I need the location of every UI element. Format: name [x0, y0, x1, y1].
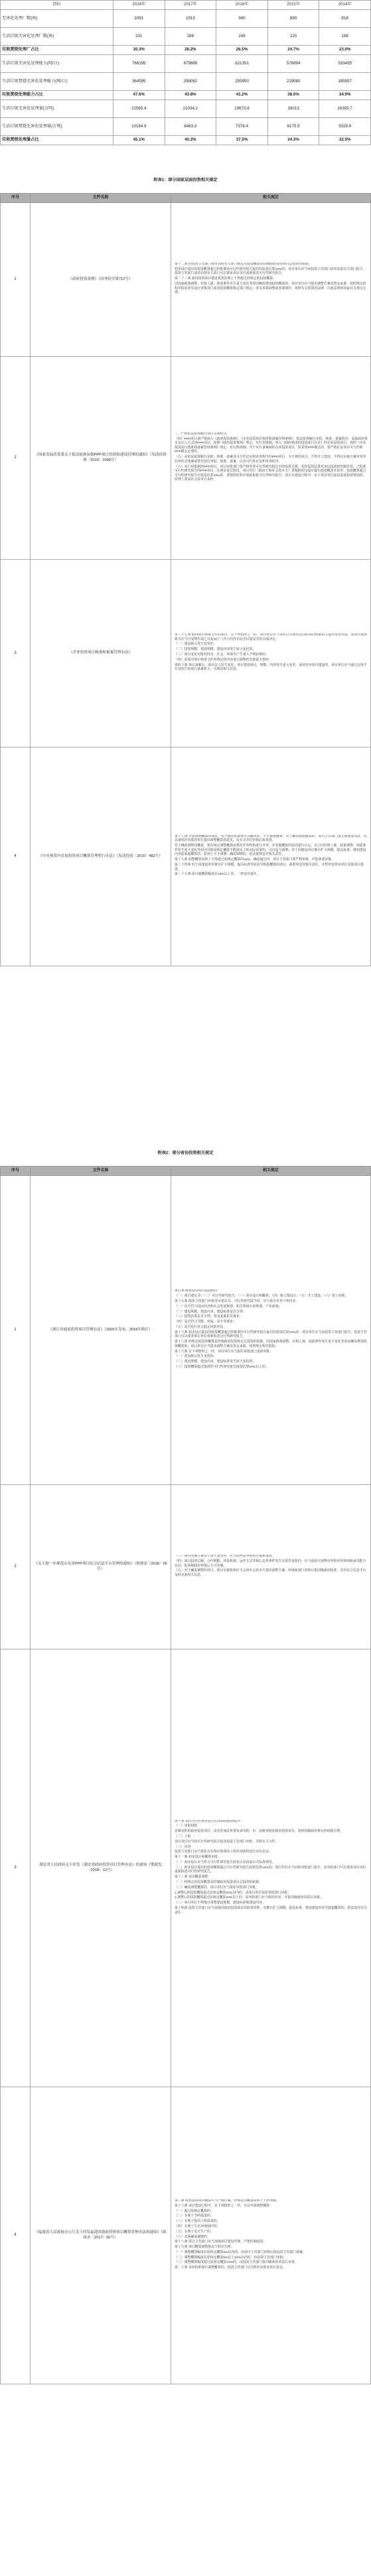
provision-paragraph: （三）项目实施方案发生重大变更的，应当按照原审批程序重新报批。 [175, 1555, 275, 1559]
provision-paragraph: 第十八条 经核定的投资概算是控制政府投资项目总投资的依据。因国家政策调整、价格上涨、地质条件发生重大变化等原因确需增加投资概算的，项目单位应当提出调整方案及资金来源，按照规定程序报批。 [175, 1340, 367, 1348]
stats-cell: 28.2% [165, 46, 216, 55]
provision-paragraph: 1.调整后的投资概算超过原核定概算10%以内的，由项目单位报原审批部门审批； [175, 1891, 291, 1895]
document-name: 《国家发展改革委关于依法依规加强PPP项目投资和建设管理的通知》（发改投资规〔2019〕1098号） [31, 357, 171, 560]
provision-paragraph: 投资主管部门应当委托具有相应资质的工程咨询机构进行评估论证。 [175, 1850, 272, 1854]
provision-paragraph: 第十九条 有下列情形之一的，项目单位应当报原审批部门重新审批： [175, 1350, 273, 1354]
provision-paragraph: 第十六条 初步设计提出的投资概算超过经批准的可行性研究报告提出的投资估算10%的，项目单位应当向投资主管部门报告，投资主管部门可以要求项目单位重新报送可行性研究报告。 [175, 1330, 367, 1339]
stats-cell: 34.3% [267, 136, 319, 145]
stats-cell: 286 [165, 28, 216, 46]
stats-row-label: 生活垃圾无害化处理厂数(座) [1, 28, 113, 46]
stats-cell: 185957 [319, 73, 371, 91]
row-index: 3 [1, 560, 31, 747]
stats-cell: 7378.4 [216, 118, 268, 136]
provision-paragraph: （一）建设地点发生变化的； [175, 1355, 217, 1359]
provision-paragraph: 第二十条 未经批准擅自调整概算的，投资主管部门可以暂停安排该项目资金。 [175, 2266, 286, 2270]
stats-cell: 18013 [267, 100, 319, 118]
provision-paragraph: （一）审批权限 [175, 1825, 198, 1829]
provisions-cell [171, 1176, 371, 1485]
table-row [1, 1176, 371, 1485]
table-header-row [1, 194, 371, 203]
table-row [1, 2087, 371, 2384]
stats-header-cell: 2014年 [319, 1, 371, 10]
stats-row [1, 100, 371, 118]
table-header-row [1, 1167, 371, 1176]
stats-cell: 26.5% [216, 46, 268, 55]
row-index: 1 [1, 1176, 31, 1485]
stats-row-label: 生活垃圾焚烧无害化处理能力(吨/日) [1, 73, 113, 91]
stats-cell: 22565.4 [113, 100, 165, 118]
stats-row [1, 136, 371, 145]
provision-paragraph: （一）调整概算幅度在原核定概算5%以内的，由项目主管部门审核后报投资主管部门备案； [175, 2250, 306, 2254]
stats-cell: 533455 [319, 55, 371, 73]
table-row [1, 1649, 371, 2087]
stats-header-cell: 2015年 [267, 1, 319, 10]
document-name: 《企业投资项目核准和备案管理办法》 [31, 560, 171, 747]
waste-incineration-stats-table [0, 0, 371, 145]
stats-cell: 940 [216, 10, 268, 28]
stats-cell: 220 [267, 28, 319, 46]
stats-cell: 219080 [267, 73, 319, 91]
row-index: 1 [1, 203, 31, 357]
provision-paragraph: 初步设计提出的投资概算超过经批准的可行性研究报告提出的投资估算10%的，项目单位应当向投资主管部门或者其他有关部门报告，投资主管部门或者其他有关部门可以要求项目单位重新报送可行性研究报告。 [175, 267, 366, 276]
stats-cell: 576894 [267, 55, 319, 73]
provision-paragraph: （五）有利于安全生产的； [175, 2230, 214, 2234]
table-row [1, 203, 371, 357]
provision-paragraph: （六）其他确需调整的。 [175, 2235, 210, 2239]
row-index: 3 [1, 1649, 31, 2087]
stats-cell: 45.1% [113, 136, 165, 145]
provision-paragraph: （二）上报 [175, 1835, 191, 1838]
stats-cell: 21034.2 [165, 100, 216, 118]
provisions-cell [171, 2087, 371, 2384]
provision-paragraph: （四）PPP项目要严格执行《政府投资条例》、《企业投资项目核准和备案管理条例》，依法依规履行审批、核准、备案程序。采取政府资本金注入方式的PPP项目，按照《政府投资条例》规定，实行审批制。列入《政府核准的投资项目目录》的企业投资项目，按照《企业投资项目核准和备案管理条例》规定，实行核准制。对于实行备案制的企业投资项目，拟采用PPP模式的，要严格论证项目可行性和PPP模式必要性。 [175, 437, 368, 454]
provision-paragraph: （二）有利于节约投资的； [175, 2215, 214, 2219]
stats-cell: 766195 [113, 55, 165, 73]
provision-paragraph: （二）调整概算幅度在原核定概算5%以上10%以内的，由投资主管部门审批； [175, 2256, 287, 2260]
provision-paragraph: 第十二条 经投资主管部门或者其他有关部门核定的投资概算是控制政府投资项目总投资的依据。 [175, 262, 312, 266]
stats-cell: 10184.9 [113, 118, 165, 136]
waste-incineration-stats-table-wrap [0, 0, 371, 166]
provision-paragraph: （五）是否进行社会稳定风险评估。 [175, 1325, 227, 1329]
stats-header-cell: 指标 [1, 1, 113, 10]
provision-paragraph: （三）投资概算超过批准的可行性研究报告投资估算10%以上的。 [175, 1365, 269, 1369]
provision-paragraph: 2.调整后的投资概算超过原核定概算10%以上的，原审批部门应当组织评审，并报同级政府同意后审批。 [175, 1896, 324, 1900]
provision-paragraph: 对于确需调整的概算，要在核定调整概算前委托评审机构进行评审，并对超概算的原因进行认定，对于因价格上涨、政策调整、地质条件发生重大变化等原因导致原核定概算不能满足工程实际需要的，可以适当调增；对于因建设单位擅自扩大规模、提高标准、增加建设内容造成超概算的，原则上不予调增；确需调增的，依法依规追究相关责任。 [175, 844, 366, 857]
table-row [1, 560, 371, 747]
provision-paragraph: 第三条 政府投资项目概算应当严格控制，经核定的概算原则上不得突破。 [175, 2199, 279, 2203]
provision-paragraph: 第四十条 项目备案后，项目法人发生变化，项目建设地点、规模、内容发生重大变更，或者放弃项目建设的，项目单位应当通过在线平台及时告知项目备案机关，并修改相关信息。 [175, 663, 367, 672]
stats-cell: 298062 [165, 73, 216, 91]
stats-cell: 47.6% [113, 91, 165, 100]
national-regulations-table [0, 193, 371, 966]
provisions-cell [171, 357, 371, 560]
provision-paragraph: 省级审批的政府投资项目，由省发展改革委负责审批；市、县级审批的政府投资项目，按照同级政府规定的权限办理。 [175, 1830, 344, 1834]
section-title: 附表1：部分国家层面投资相关规定 [153, 178, 218, 182]
provision-paragraph: （三）项目变更可能对经济、社会、环境等产生重大不利影响的； [175, 653, 269, 657]
provision-paragraph: 第十六条 项目建设过程中，有下列情形之一的，可以申请调整概算： [175, 2204, 273, 2208]
stats-cell: 818 [319, 10, 371, 28]
provision-paragraph: 第十九条 项目概算调整按以下程序办理： [175, 2246, 234, 2250]
provision-paragraph: （一）是否符合国民经济和社会发展规划、相关领域专项规划、产业政策； [175, 1305, 282, 1309]
stats-cell: 188 [319, 28, 371, 46]
stats-header-cell: 2017年 [165, 1, 216, 10]
row-index: 4 [1, 747, 31, 966]
stats-body [1, 10, 371, 145]
column-header-document: 文件名称 [31, 1167, 171, 1176]
stats-cell: 19673.8 [216, 100, 268, 118]
provision-paragraph: （六）实行审批制的PPP项目，项目审批部门要严格审查可行性研究报告中的投资估算，发挥投资估算对项目投资的控制作用。已批准可行性研究报告的PPP项目，在初步设计阶段，项目单位（政府方和社会资本方）要根据初步设计提出投资概算并报审。投资概算超过可行性研究报告中投资估算10%的，要按照原程序重新报批可行性研究报告；项目在建设过程中，由于项目单位原因造成投资增加的，原则上要由社会资本方承担。 [175, 465, 366, 482]
stats-cell: 37.5% [216, 136, 268, 145]
provision-paragraph: （四）需要对项目核准文件所规定的内容进行调整的其他重大情形。 [175, 658, 272, 662]
stats-cell: 38.0% [267, 91, 319, 100]
provision-paragraph: （二）初步设计提出的投资概算超过可行性研究报告投资估算10%的，项目单位应当向原审批部门报告，原审批部门可以要求项目单位重新报送可行性研究报告。 [175, 1866, 366, 1874]
section-title: 附表2：部分省份投资相关规定 [157, 1151, 214, 1155]
stats-cell: 6175.5 [267, 118, 319, 136]
provision-paragraph: 第十四条 投资主管部门应当加强对政府投资项目的监督管理，对擅自扩大规模、提高标准、增加建设内容导致超概算的，依法追究有关责任。 [175, 1906, 367, 1915]
stats-cell: 679889 [165, 55, 216, 73]
column-header-document: 文件名称 [31, 194, 171, 203]
table-row [1, 1485, 371, 1649]
table-row [1, 357, 371, 560]
provision-paragraph: 第十九条 调整概算原则上不得超过原核定概算的10%，确需超过的，项目主管部门要严格审核，并报我委审批。 [175, 858, 335, 862]
provision-paragraph: 第十三条 项目概算调整： [175, 1876, 212, 1880]
provision-paragraph: （三）项目单位不得擅自调整建设规模、建设标准和建设内容。 [175, 1901, 265, 1905]
stats-cell: 41.2% [216, 91, 268, 100]
provision-paragraph: （三）投资估算是否合理，资金来源是否落实； [175, 1315, 243, 1319]
document-name: 《关于进一步规范山东省PPP项目综合信息平台管理的通知》（鲁财金〔2018〕56号） [31, 1485, 171, 1649]
provision-paragraph: （二）投资规模、建设规模、建设内容发生较大变化的； [175, 648, 256, 652]
provision-paragraph: 第三十七条 取得项目核准文件的项目，有下列情形之一的，项目单位应当及时以书面形式向原项目核准机关提出变更申请。原项目核准机关应当自受理申请之日起20个工作日内作出是否同意变更的书面决定： [175, 633, 367, 641]
provision-paragraph: （二）建设规模、建设内容、建设标准是否合理； [175, 1310, 246, 1314]
document-name: 《浙江省政府投资项目管理办法》（2005年发布，2018年修正） [31, 1176, 171, 1485]
provision-paragraph: 第五条 政府投资项目建设程序： [175, 1289, 221, 1293]
stats-cell: 621351 [216, 55, 268, 73]
stats-cell: 23.0% [319, 46, 371, 55]
provisions-cell [171, 747, 371, 966]
stats-row-label: 生活垃圾焚烧无害化处理量(万吨) [1, 118, 113, 136]
national-regulations-body [1, 203, 371, 966]
document-name: 《中央预算内直接投资项目概算管理暂行办法》（发改投资〔2015〕482号） [31, 747, 171, 966]
stats-cell: 364595 [113, 73, 165, 91]
provision-paragraph: 二、严格依法依规履行项目决策程序 [175, 432, 227, 436]
provision-paragraph: （一）建设地点发生变更的； [175, 643, 217, 647]
stats-cell: 40.2% [165, 136, 216, 145]
document-name: 湖北省人民政府关于印发《湖北省政府投资项目管理办法》的通知（鄂政发〔2018〕13号） [31, 1649, 171, 2087]
stats-cell: 331 [113, 28, 165, 46]
provision-paragraph: （五）对于确需调整的项目，项目实施机构应当会同社会资本方提出调整方案，经财政部门审核后报同级政府批准，并在综合信息平台及时更新相关信息。 [175, 1569, 366, 1577]
provision-paragraph: （二）建设规模、建设内容、建设标准发生较大变化的； [175, 1360, 256, 1364]
provisions-cell [171, 203, 371, 357]
provision-paragraph: （一）初步设计应当符合可行性研究报告批复以及国家有关标准规范。 [175, 1860, 275, 1864]
provincial-regulations-body [1, 1176, 371, 2384]
provision-paragraph: 第二十五条 项目超概算幅度在10%以上的，一律追究责任。 [175, 873, 260, 877]
stats-row-label: 垃圾焚烧处理量占比 [1, 136, 113, 145]
provisions-cell [171, 1485, 371, 1649]
row-index: 2 [1, 1485, 31, 1649]
provision-paragraph: 因国家政策调整、价格上涨、地质条件发生重大变化等原因确需增加投资概算的，项目单位应当提出调整方案及资金来源，按照规定的程序报原初步设计审批部门或者投资概算核定部门核定；涉及预算调整或者调剂的，依照有关预算的法律、行政法规和国家有关规定办理。 [175, 282, 366, 295]
stats-row [1, 28, 371, 46]
provision-paragraph: 第十八条 项目主管部门应当加强项目建设管理，严格控制投资。 [175, 2240, 267, 2244]
provisions-cell [171, 560, 371, 747]
column-header-provisions: 相关规定 [171, 1167, 371, 1176]
section-national-regulations [0, 178, 371, 966]
provision-paragraph: 第十五条 投资主管部门审批项目建议书、可行性研究报告时，应当重点审查下列内容： [175, 1299, 299, 1303]
stats-row [1, 73, 371, 91]
stats-row-label: 生活垃圾无害化处理量(万吨) [1, 100, 113, 118]
stats-header-cell: 2016年 [216, 1, 268, 10]
provision-paragraph: 第十八条 申请调整概算的项目，对于使用预备费可以解决的，不予调整概算；对于确需调整概算的，项目主管部门要先商我委同意，由具备相应资质的单位提出调整概算的意见，由有关单位审核后报我委。 [175, 834, 367, 843]
provision-paragraph: （一）经核定的投资概算是控制政府投资项目总投资的依据。 [175, 1880, 263, 1884]
provision-paragraph: （三）调整概算幅度超过原核定概算10%的，由投资主管部门报同级政府同意后审批。 [175, 2261, 298, 2265]
stats-cell: 255850 [216, 73, 268, 91]
column-header-provisions: 相关规定 [171, 194, 371, 203]
provincial-regulations-table [0, 1166, 371, 2384]
stats-row-label: 垃圾焚烧处理厂占比 [1, 46, 113, 55]
stats-row [1, 46, 371, 55]
column-header-index: 序号 [1, 194, 31, 203]
provision-paragraph: 第二十三条 政府投资项目建设投资原则上不得超过经核定的投资概算。 [175, 277, 276, 281]
stats-header-cell: 2018年 [113, 1, 165, 10]
document-name: 《政府投资条例》（国务院令第712号） [31, 203, 171, 357]
stats-row-label: 垃圾焚烧处理能力占比 [1, 91, 113, 100]
table-row [1, 747, 371, 966]
stats-cell: 249 [216, 28, 268, 46]
stats-cell: 30.3% [113, 46, 165, 55]
stats-row [1, 91, 371, 100]
provision-paragraph: 第十一条 初步设计和概算审批： [175, 1856, 221, 1860]
stats-cell: 24.7% [267, 46, 319, 55]
provision-paragraph: （四）有利于生态环境保护的； [175, 2224, 220, 2228]
stats-cell: 890 [267, 10, 319, 28]
provision-paragraph: 项目单位应当将可行性研究报告报送投资主管部门审批，并附有关文件。 [175, 1840, 279, 1844]
provision-paragraph: （三）有利于提高工程质量的； [175, 2220, 220, 2224]
stats-cell: 1091 [113, 10, 165, 28]
provision-paragraph: （一）超过原核定概算的； [175, 2209, 214, 2213]
stats-row [1, 118, 371, 136]
provisions-cell [171, 1649, 371, 2087]
stats-cell: 1013 [165, 10, 216, 28]
document-name: 《福建省人民政府办公厅关于印发福建省政府投资项目概算管理办法的通知》（闽政办〔2017〕56号） [31, 2087, 171, 2384]
row-index: 2 [1, 357, 31, 560]
stats-row-label: 无害化处理厂数(座) [1, 10, 113, 28]
stats-cell: 43.8% [165, 91, 216, 100]
provision-paragraph: （二）确需调整概算的，项目单位应当报原审批部门审批。 [175, 1886, 260, 1890]
section-provincial-regulations [0, 1151, 371, 2384]
stats-cell: 5329.9 [319, 118, 371, 136]
provision-paragraph: 第十条 项目可行性研究报告的审批权限和程序： [175, 1819, 244, 1823]
provision-paragraph: 第二十四条 对于因建设单位擅自扩大规模、提高标准等原因导致超概算的项目，我委将追究相关责任，并暂停安排该单位其他项目投资。 [175, 864, 364, 871]
stats-row [1, 55, 371, 73]
stats-cell: 8463.3 [165, 118, 216, 136]
stats-header-row [1, 1, 371, 10]
stats-row [1, 10, 371, 28]
stats-cell: 32.5% [319, 136, 371, 145]
row-index: 4 [1, 2087, 31, 2384]
column-header-index: 序号 [1, 1167, 31, 1176]
provision-paragraph: （五）未依法依规履行审批、核准、备案及可行性论证和审查程序的PPP项目，为不规范项目，不得开工建设。不得以实施方案审查等任何形式规避或替代项目审批、核准、备案，以及可行性论证和审查程序。 [175, 456, 366, 464]
provision-paragraph: （四）项目投资总额、合作期限、回报机制、运作方式等核心边界条件发生实质性变化的，应当重新开展物有所值评价和财政承受能力论证，报同级政府审批后方可实施。 [175, 1559, 366, 1568]
stats-cell: 16393.7 [319, 100, 371, 118]
stats-row-label: 生活垃圾无害化处理能力(吨/日) [1, 55, 113, 73]
provision-paragraph: （四）是否符合节能、环保、安全等要求； [175, 1320, 236, 1324]
stats-cell: 34.9% [319, 91, 371, 100]
provision-paragraph: （一）项目建议书；（二）可行性研究报告；（三）初步设计和概算；（四）施工图设计；（五）开工建设；（六）竣工验收。 [175, 1295, 348, 1299]
provision-paragraph: （三）审查 [175, 1845, 191, 1849]
